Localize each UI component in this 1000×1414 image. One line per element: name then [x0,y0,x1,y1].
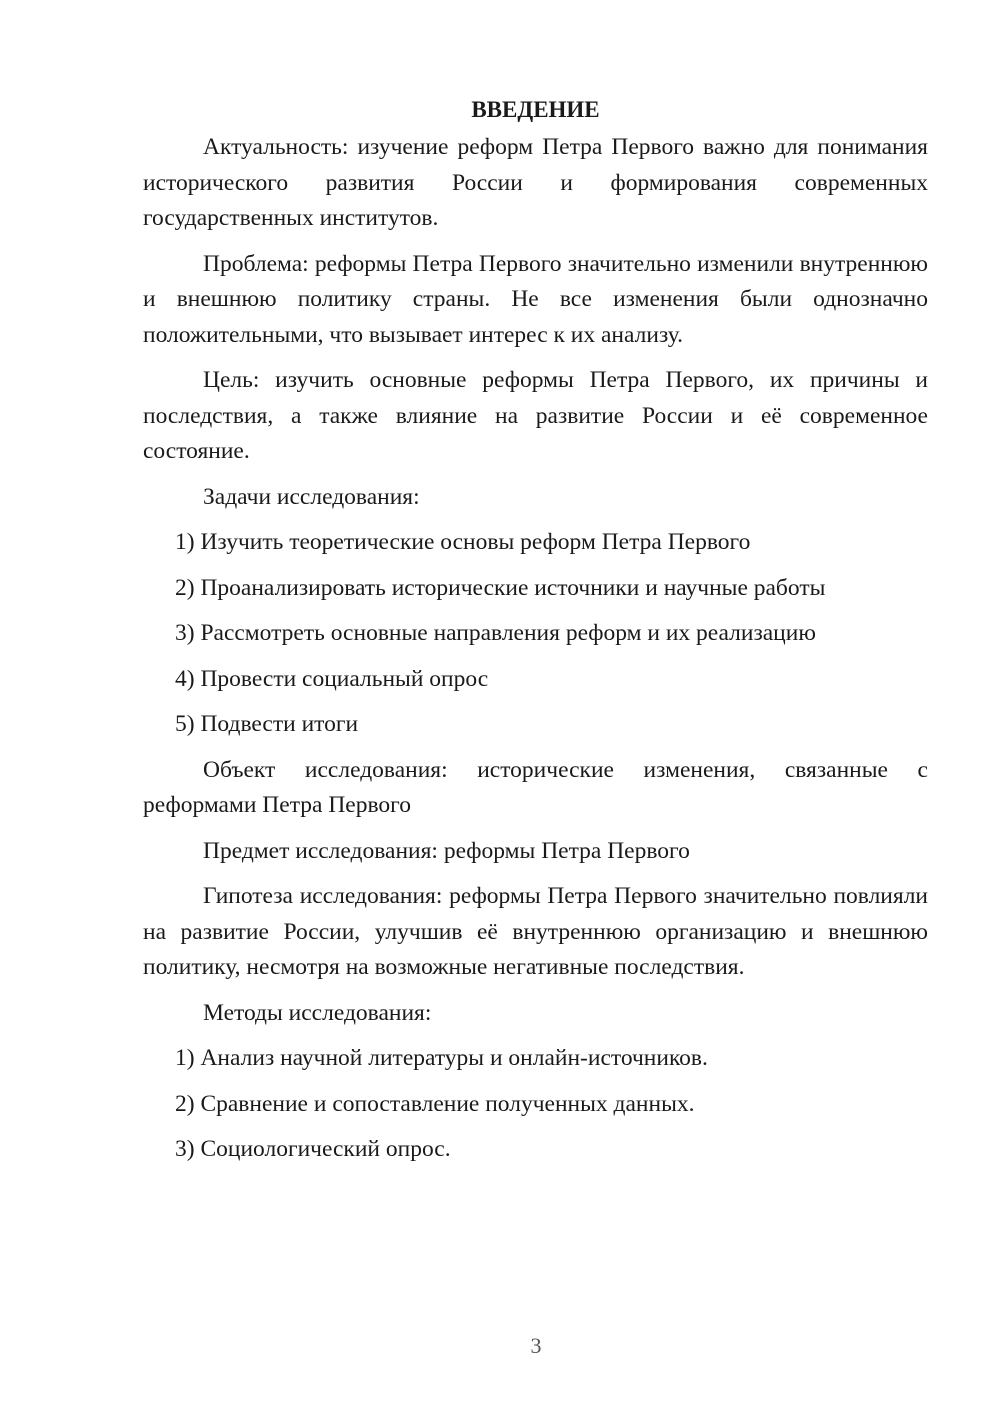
page-title: ВВЕДЕНИЕ [471,97,600,122]
list-item: 2) Сравнение и сопоставление полученных данных. [175,1090,695,1117]
methods-list [143,1041,928,1168]
goal-paragraph: Цель: изучить основные реформы Петра Первого, их причины и последствия, а также влияние на развитие России и её современное состояние. [143,367,928,464]
methods-heading: Методы исследования: [203,999,432,1026]
document-page [143,92,928,1178]
subject-paragraph: Предмет исследования: реформы Петра Первого [203,837,690,864]
list-item: 2) Проанализировать исторические источники и научные работы [175,574,826,601]
problem-paragraph: Проблема: реформы Петра Первого значительно изменили внутреннюю и внешнюю политику страны. Не все изменения были однозначно положительными, что вызывает интерес к их анализу. [143,250,928,348]
page-number: 3 [530,1333,542,1358]
tasks-heading: Задачи исследования: [203,483,420,510]
list-item: 3) Социологический опрос. [175,1136,451,1162]
hypothesis-paragraph: Гипотеза исследования: реформы Петра Первого значительно повлияли на развитие России, улучшив её внутреннюю организацию и внешнюю политику, несмотря на возможные негативные последствия. [143,883,928,980]
list-item: 4) Провести социальный опрос [175,665,489,692]
list-item: 1) Изучить теоретические основы реформ Петра Первого [175,529,751,555]
list-item: 3) Рассмотреть основные направления реформ и их реализацию [175,620,816,646]
relevance-paragraph: Актуальность: изучение реформ Петра Первого важно для понимания исторического развития России и формирования современных государственных институтов. [143,134,928,231]
object-paragraph: Объект исследования: исторические изменения, связанные с реформами Петра Первого [143,756,928,818]
tasks-list [143,525,928,743]
list-item: 5) Подвести итоги [175,711,359,737]
list-item: 1) Анализ научной литературы и онлайн-источников. [175,1045,708,1071]
